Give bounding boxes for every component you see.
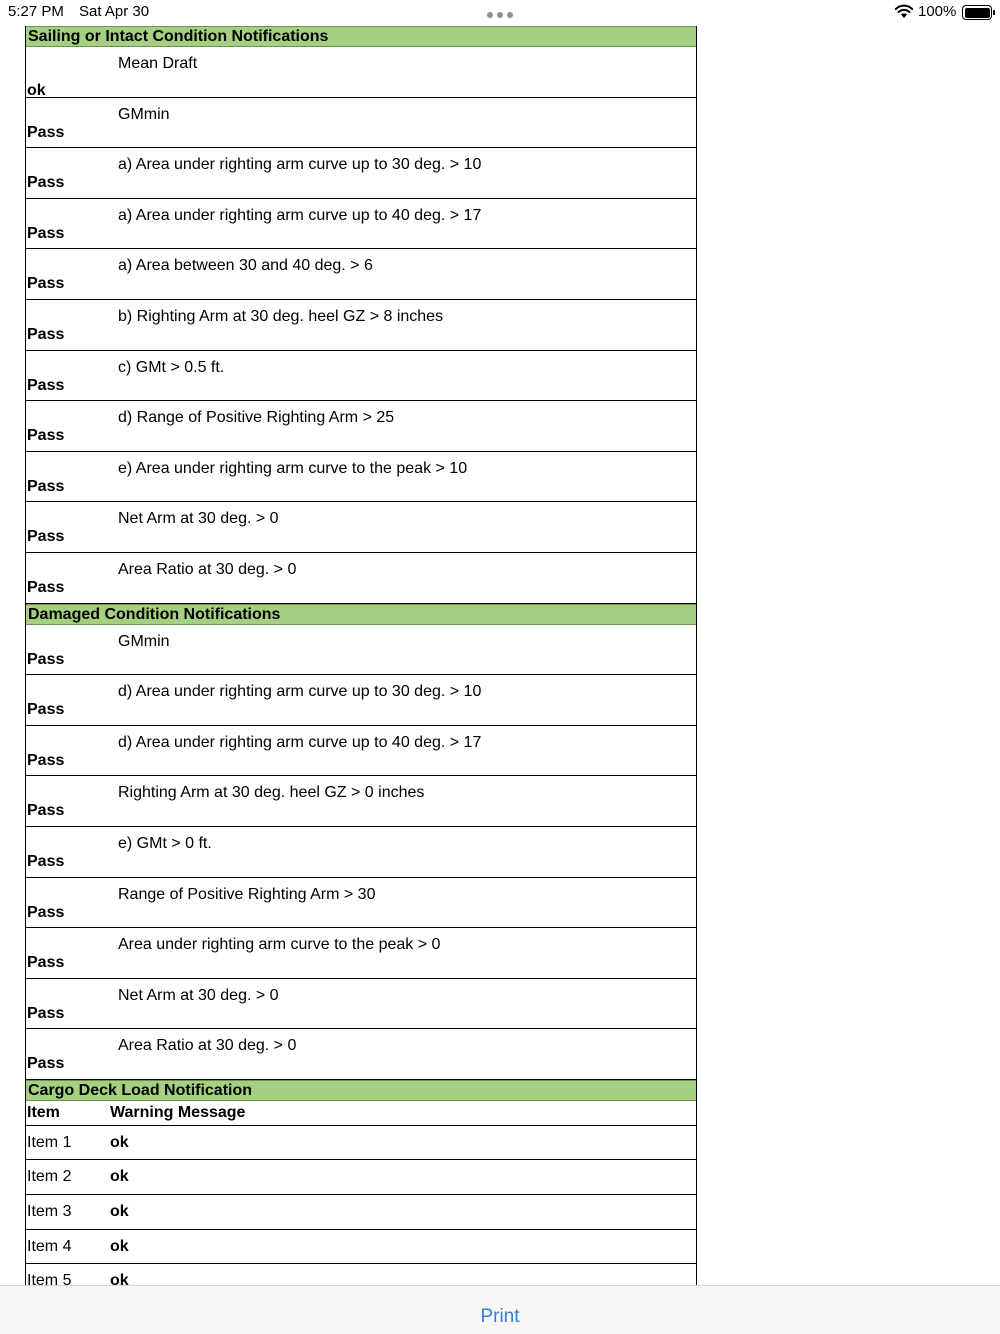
- row-message: e) GMt > 0 ft.: [118, 834, 212, 852]
- row-status: Pass: [27, 751, 65, 769]
- battery-icon: [962, 5, 992, 20]
- cargo-warning-message: ok: [110, 1168, 129, 1186]
- battery-percent: 100%: [918, 3, 957, 20]
- row-message: c) GMt > 0.5 ft.: [118, 358, 225, 376]
- row-status: Pass: [27, 224, 65, 242]
- row-message: Mean Draft: [118, 55, 198, 72]
- cargo-warning-message: ok: [110, 1272, 129, 1285]
- row-message: b) Righting Arm at 30 deg. heel GZ > 8 inches: [118, 307, 444, 325]
- row-message: GMmin: [118, 632, 170, 650]
- row-message: d) Area under righting arm curve up to 30 deg. > 10: [118, 683, 482, 701]
- row-message: d) Area under righting arm curve up to 40 deg. > 17: [118, 733, 482, 751]
- cargo-row: [26, 1126, 696, 1161]
- row-message: Net Arm at 30 deg. > 0: [118, 510, 279, 528]
- notification-row: [26, 452, 696, 503]
- damaged-rows: [26, 625, 696, 1080]
- row-message: GMmin: [118, 105, 170, 123]
- cargo-item-name: Item 1: [27, 1133, 72, 1151]
- row-message: a) Area under righting arm curve up to 40 deg. > 17: [118, 206, 482, 224]
- cargo-row: [26, 1160, 696, 1195]
- section-header-damaged: Damaged Condition Notifications: [26, 604, 696, 625]
- status-time: 5:27 PM: [8, 3, 64, 20]
- notification-row: [26, 401, 696, 452]
- row-status: Pass: [27, 852, 65, 870]
- cargo-table-header: [26, 1101, 696, 1126]
- notification-row: [26, 300, 696, 351]
- section-header-cargo: Cargo Deck Load Notification: [26, 1080, 696, 1101]
- notification-row: [26, 249, 696, 300]
- cargo-item-name: Item 3: [27, 1203, 72, 1221]
- cargo-row: [26, 1195, 696, 1230]
- cargo-row: [26, 1230, 696, 1265]
- notification-row: [26, 199, 696, 250]
- row-status: Pass: [27, 477, 65, 495]
- row-status: Pass: [27, 650, 65, 668]
- bottom-toolbar: [0, 1285, 1000, 1334]
- row-status: Pass: [27, 174, 65, 192]
- row-message: Net Arm at 30 deg. > 0: [118, 986, 279, 1004]
- notification-row: [26, 148, 696, 199]
- row-status: ok: [27, 82, 46, 99]
- row-message: Area Ratio at 30 deg. > 0: [118, 560, 297, 578]
- notification-row: [26, 878, 696, 929]
- notification-row: [26, 98, 696, 149]
- section-header-intact: Sailing or Intact Condition Notifications: [26, 26, 696, 47]
- notification-row: [26, 776, 696, 827]
- cargo-row: [26, 1264, 696, 1285]
- row-status: Pass: [27, 275, 65, 293]
- row-message: Area Ratio at 30 deg. > 0: [118, 1037, 297, 1055]
- row-status: Pass: [27, 123, 65, 141]
- multitasking-dots-icon[interactable]: [487, 12, 513, 18]
- print-button[interactable]: Print: [480, 1306, 520, 1327]
- notifications-report: [25, 26, 697, 1285]
- row-status: Pass: [27, 325, 65, 343]
- cargo-warning-message: ok: [110, 1237, 129, 1255]
- notification-row: [26, 47, 696, 98]
- notification-row: [26, 675, 696, 726]
- row-status: Pass: [27, 1055, 65, 1073]
- row-status: Pass: [27, 1004, 65, 1022]
- row-status: Pass: [27, 802, 65, 820]
- status-bar: [0, 0, 1000, 24]
- battery-tip: [993, 10, 995, 15]
- notification-row: [26, 827, 696, 878]
- row-status: Pass: [27, 427, 65, 445]
- notification-row: [26, 553, 696, 604]
- row-message: Righting Arm at 30 deg. heel GZ > 0 inches: [118, 784, 425, 802]
- row-message: Area under righting arm curve to the peak > 0: [118, 936, 441, 954]
- row-message: a) Area under righting arm curve up to 30 deg. > 10: [118, 156, 482, 174]
- row-message: e) Area under righting arm curve to the peak > 10: [118, 459, 468, 477]
- row-status: Pass: [27, 701, 65, 719]
- row-message: d) Range of Positive Righting Arm > 25: [118, 409, 395, 427]
- notification-row: [26, 625, 696, 676]
- notification-row: [26, 928, 696, 979]
- notification-row: [26, 502, 696, 553]
- cargo-warning-message: ok: [110, 1203, 129, 1221]
- row-message: a) Area between 30 and 40 deg. > 6: [118, 257, 373, 275]
- notification-row: [26, 351, 696, 402]
- notification-row: [26, 979, 696, 1030]
- row-status: Pass: [27, 903, 65, 921]
- status-date: Sat Apr 30: [79, 3, 150, 20]
- row-message: Range of Positive Righting Arm > 30: [118, 885, 376, 903]
- cargo-item-name: Item 5: [27, 1272, 72, 1285]
- notification-row: [26, 1029, 696, 1080]
- cargo-rows: [26, 1126, 696, 1285]
- cargo-warning-message: ok: [110, 1133, 129, 1151]
- cargo-item-name: Item 2: [27, 1168, 72, 1186]
- wifi-icon: [894, 4, 914, 19]
- row-status: Pass: [27, 954, 65, 972]
- intact-rows: [26, 47, 696, 604]
- column-header-warning: Warning Message: [110, 1103, 246, 1121]
- row-status: Pass: [27, 528, 65, 546]
- cargo-item-name: Item 4: [27, 1237, 72, 1255]
- row-status: Pass: [27, 376, 65, 394]
- row-status: Pass: [27, 578, 65, 596]
- notification-row: [26, 726, 696, 777]
- column-header-item: Item: [27, 1103, 60, 1121]
